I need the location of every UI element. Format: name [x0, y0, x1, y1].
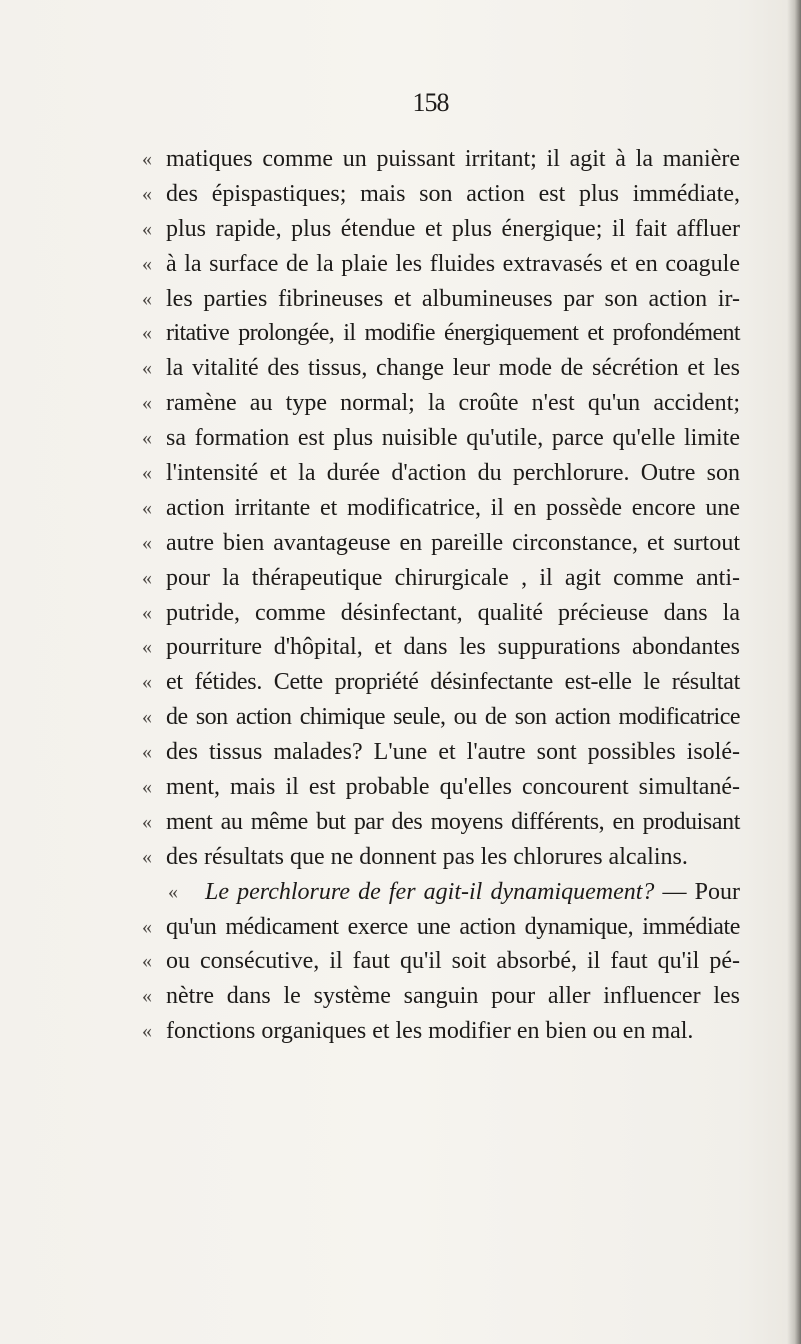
text-line	[0, 526, 801, 561]
guillemet: «	[142, 427, 152, 450]
section-question: Le perchlorure de fer agit-il dynamiquement?	[205, 878, 655, 905]
line-text: pour la thérapeutique chirurgicale , il agit comme anti-	[166, 564, 740, 591]
guillemet: «	[142, 810, 152, 833]
text-line	[0, 351, 801, 386]
line-text: nètre dans le système sanguin pour aller influencer les	[166, 983, 740, 1010]
guillemet: «	[142, 322, 152, 345]
line-text: et fétides. Cette propriété désinfectante est-elle le résultat	[166, 669, 740, 696]
line-text: action irritante et modificatrice, il en possède encore une	[166, 494, 740, 521]
text-line	[0, 665, 801, 700]
page-number: 158	[412, 88, 449, 117]
text-line	[0, 386, 801, 421]
text-line	[0, 561, 801, 596]
text-line	[0, 944, 801, 979]
line-text: fonctions organiques et les modifier en bien ou en mal.	[166, 1018, 694, 1045]
line-text: qu'un médicament exerce une action dynamique, immédiate	[166, 913, 740, 940]
line-text: des résultats que ne donnent pas les chlorures alcalins.	[166, 843, 688, 870]
guillemet: «	[142, 566, 152, 589]
section-heading-line	[0, 875, 801, 910]
guillemet: «	[142, 531, 152, 554]
guillemet: «	[142, 601, 152, 624]
text-line	[0, 456, 801, 491]
text-line	[0, 840, 801, 875]
guillemet: «	[142, 1020, 152, 1043]
text-line	[0, 910, 801, 945]
guillemet: «	[142, 741, 152, 764]
line-text: pourriture d'hôpital, et dans les suppurations abondantes	[166, 634, 740, 661]
text-line	[0, 979, 801, 1014]
line-text: sa formation est plus nuisible qu'utile, parce qu'elle limite	[166, 425, 740, 452]
line-text: ou consécutive, il faut qu'il soit absorbé, il faut qu'il pé-	[166, 948, 740, 975]
guillemet: «	[142, 252, 152, 275]
line-text: ritative prolongée, il modifie énergiquement et profondément	[166, 320, 740, 347]
guillemet: «	[142, 148, 152, 170]
guillemet: «	[142, 182, 152, 205]
line-text: les parties fibrineuses et albumineuses par son action ir-	[166, 285, 740, 312]
section-heading-text	[205, 875, 740, 910]
guillemet: «	[142, 217, 152, 240]
text-line	[0, 596, 801, 631]
text-line	[0, 282, 801, 317]
line-text: des tissus malades? L'une et l'autre sont possibles isolé-	[166, 739, 740, 766]
page-body	[0, 142, 801, 1049]
line-text: ramène au type normal; la croûte n'est qu'un accident;	[166, 390, 740, 417]
guillemet: «	[142, 462, 152, 485]
line-text: ment, mais il est probable qu'elles concourent simultané-	[166, 774, 740, 801]
line-text: autre bien avantageuse en pareille circonstance, et surtout	[166, 529, 740, 556]
line-text: à la surface de la plaie les fluides extravasés et en coagule	[166, 250, 740, 277]
line-text: la vitalité des tissus, change leur mode de sécrétion et les	[166, 355, 740, 382]
guillemet: «	[142, 915, 152, 938]
text-line	[0, 805, 801, 840]
text-line	[0, 421, 801, 456]
guillemet: «	[142, 496, 152, 519]
guillemet: «	[142, 776, 152, 799]
guillemet: «	[142, 392, 152, 415]
text-line	[0, 212, 801, 247]
text-line	[0, 316, 801, 351]
text-line	[0, 630, 801, 665]
guillemet: «	[142, 287, 152, 310]
guillemet: «	[142, 636, 152, 659]
page-edge-shadow	[787, 0, 801, 1344]
guillemet: «	[142, 950, 152, 973]
guillemet: «	[168, 880, 178, 903]
line-text: matiques comme un puissant irritant; il agit à la manière	[166, 146, 740, 172]
text-line	[0, 177, 801, 212]
guillemet: «	[142, 706, 152, 729]
line-text: de son action chimique seule, ou de son action modificatrice	[166, 704, 740, 731]
guillemet: «	[142, 845, 152, 868]
line-text: putride, comme désinfectant, qualité précieuse dans la	[166, 599, 740, 626]
line-text: des épispastiques; mais son action est plus immédiate,	[166, 180, 740, 207]
text-line	[0, 247, 801, 282]
text-line	[0, 735, 801, 770]
text-line	[0, 142, 801, 177]
text-line	[0, 770, 801, 805]
guillemet: «	[142, 357, 152, 380]
text-line	[0, 1014, 801, 1049]
guillemet: «	[142, 671, 152, 694]
guillemet: «	[142, 985, 152, 1008]
line-text: l'intensité et la durée d'action du perchlorure. Outre son	[166, 460, 740, 487]
text-line	[0, 700, 801, 735]
line-text: ment au même but par des moyens différents, en produisant	[166, 808, 740, 835]
section-heading-rest: — Pour	[662, 878, 741, 905]
text-line	[0, 491, 801, 526]
line-text: plus rapide, plus étendue et plus énergique; il fait affluer	[166, 215, 740, 242]
